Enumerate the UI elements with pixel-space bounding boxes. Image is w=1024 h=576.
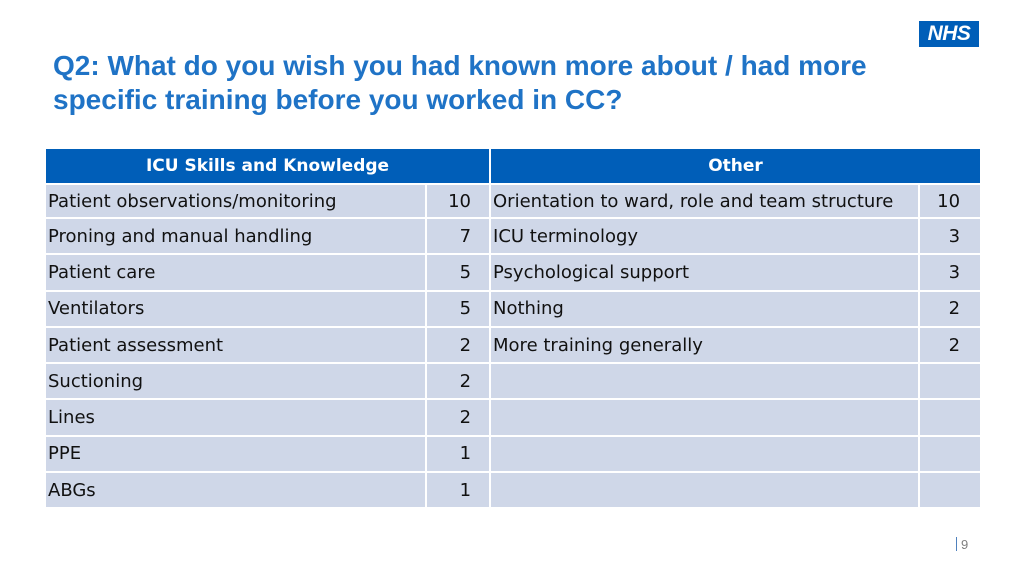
skill-count-cell: 5 bbox=[426, 254, 490, 290]
skill-cell: Patient care bbox=[45, 254, 426, 290]
skill-cell: Proning and manual handling bbox=[45, 218, 426, 254]
skill-count-cell: 1 bbox=[426, 436, 490, 472]
header-other: Other bbox=[490, 148, 981, 184]
skill-cell: PPE bbox=[45, 436, 426, 472]
table-header-row bbox=[45, 148, 981, 184]
other-count-cell bbox=[919, 363, 981, 399]
other-cell bbox=[490, 363, 919, 399]
other-cell: More training generally bbox=[490, 327, 919, 363]
skill-cell: Suctioning bbox=[45, 363, 426, 399]
skill-count-cell: 2 bbox=[426, 363, 490, 399]
other-cell bbox=[490, 399, 919, 435]
table-row bbox=[45, 327, 981, 363]
other-cell: ICU terminology bbox=[490, 218, 919, 254]
table-row bbox=[45, 184, 981, 218]
other-cell bbox=[490, 436, 919, 472]
skill-cell: Lines bbox=[45, 399, 426, 435]
skill-count-cell: 2 bbox=[426, 399, 490, 435]
table-row bbox=[45, 472, 981, 508]
other-count-cell bbox=[919, 399, 981, 435]
skill-count-cell: 7 bbox=[426, 218, 490, 254]
other-count-cell bbox=[919, 436, 981, 472]
page-number-value: 9 bbox=[961, 537, 969, 552]
table-row bbox=[45, 363, 981, 399]
skill-cell: ABGs bbox=[45, 472, 426, 508]
other-count-cell: 2 bbox=[919, 327, 981, 363]
other-cell: Nothing bbox=[490, 291, 919, 327]
other-count-cell: 2 bbox=[919, 291, 981, 327]
other-cell: Psychological support bbox=[490, 254, 919, 290]
table-row bbox=[45, 399, 981, 435]
skill-cell: Patient observations/monitoring bbox=[45, 184, 426, 218]
table-row bbox=[45, 218, 981, 254]
other-count-cell: 10 bbox=[919, 184, 981, 218]
page-number-divider bbox=[956, 537, 957, 551]
training-needs-table bbox=[44, 147, 982, 509]
page-title: Q2: What do you wish you had known more about / had more specific training before you worked in CC? bbox=[53, 50, 867, 115]
other-count-cell: 3 bbox=[919, 254, 981, 290]
other-count-cell: 3 bbox=[919, 218, 981, 254]
other-cell bbox=[490, 472, 919, 508]
skill-count-cell: 10 bbox=[426, 184, 490, 218]
skill-count-cell: 5 bbox=[426, 291, 490, 327]
page-number bbox=[956, 537, 968, 552]
other-count-cell bbox=[919, 472, 981, 508]
skill-cell: Ventilators bbox=[45, 291, 426, 327]
table-row bbox=[45, 436, 981, 472]
skill-count-cell: 2 bbox=[426, 327, 490, 363]
header-icu-skills: ICU Skills and Knowledge bbox=[45, 148, 490, 184]
skill-cell: Patient assessment bbox=[45, 327, 426, 363]
table-row bbox=[45, 291, 981, 327]
other-cell: Orientation to ward, role and team structure bbox=[490, 184, 919, 218]
table-row bbox=[45, 254, 981, 290]
nhs-logo: NHS bbox=[919, 21, 979, 47]
skill-count-cell: 1 bbox=[426, 472, 490, 508]
